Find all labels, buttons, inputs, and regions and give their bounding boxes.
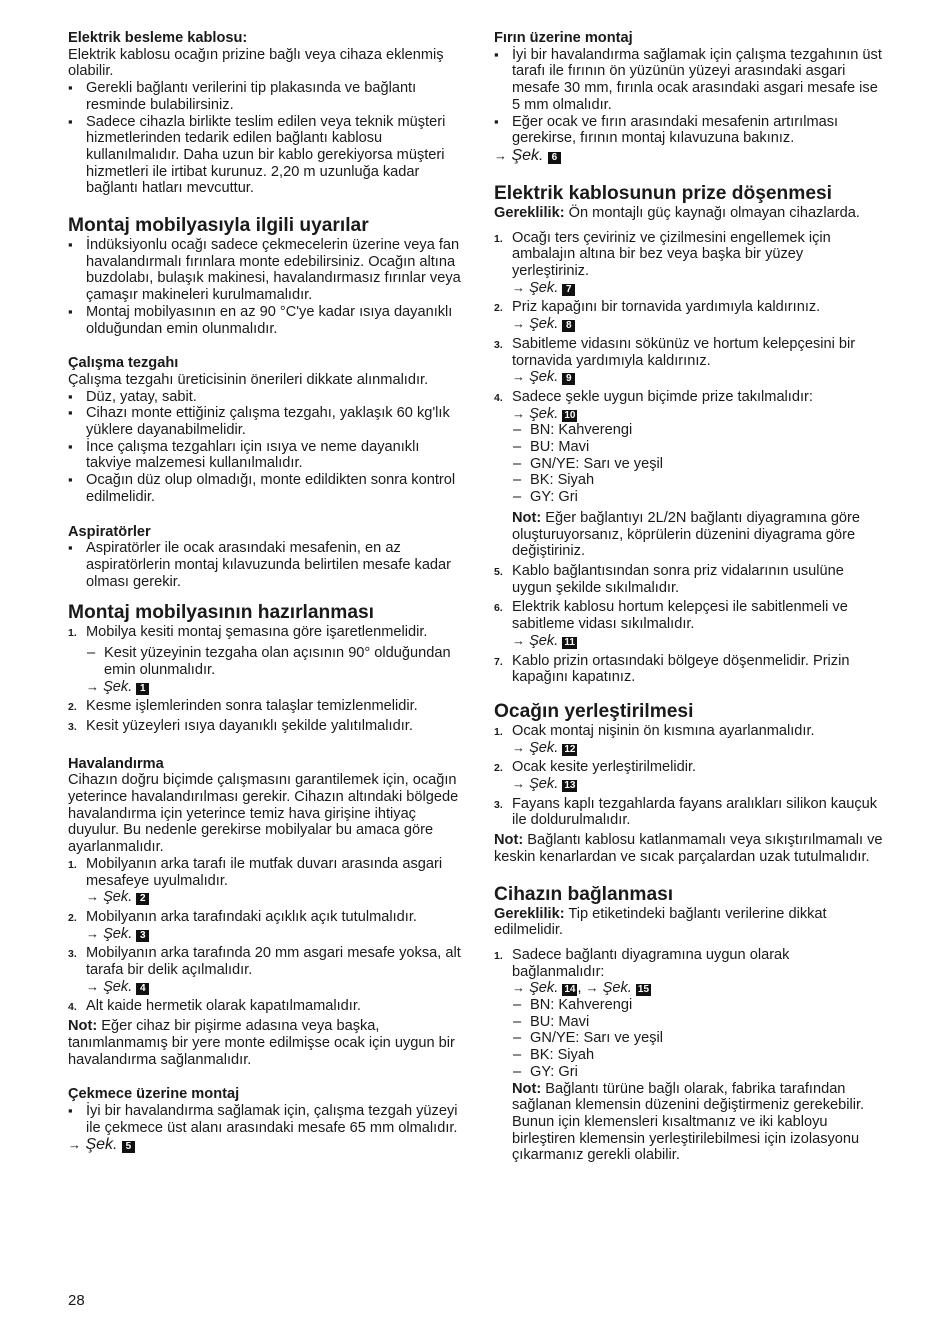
figure-number-badge: 3: [136, 930, 149, 942]
step-number: 1.: [68, 627, 77, 640]
hoods-list: [68, 540, 468, 590]
list-item: ▪ İyi bir havalandırma sağlamak için, çalışma tezgah yüzeyi ile çekmece üst alanı arasındaki mesafe 65 mm olmalıdır.: [68, 1103, 468, 1136]
power-cable-list: [68, 80, 468, 197]
ventilation-heading: Havalandırma: [68, 755, 164, 772]
figure-ref: → Şek. 13: [512, 776, 576, 793]
list-item: 2. Ocak kesite yerleştirilmelidir. → Şek. 13: [494, 759, 884, 792]
list-item: – BN: Kahverengi: [512, 997, 884, 1014]
wiring-note: Not: Eğer bağlantıyı 2L/2N bağlantı diyagramına göre oluşturuyorsanız, köprülerin düzenini diyagrama göre değiştiriniz.: [512, 509, 861, 560]
figure-ref: → Şek. 3: [86, 926, 468, 943]
figure-number-badge: 12: [564, 743, 576, 755]
list-item: ▪ Ocağın düz olup olmadığı, monte edildikten sonra kontrol edilmelidir.: [68, 472, 468, 505]
hoods-heading: Aspiratörler: [68, 523, 151, 540]
list-item: ▪ İyi bir havalandırma sağlamak için çalışma tezgahının üst tarafı ile fırının ön yüzünün yüzeyi arasındaki asgari mesafe 30 mm, fırınla ocak arasındaki asgari mesafe ise 5 mm olmalıdır.: [494, 47, 884, 114]
list-item: 3. Mobilyanın arka tarafında 20 mm asgari mesafe yoksa, alt tarafa bir delik açılmalıdır. → Şek. 4: [68, 945, 468, 995]
list-item: ▪ Sadece cihazla birlikte teslim edilen veya teknik müşteri hizmetlerinden tedarik edilen bağlantı kablosu kullanılmalıdır. Daha uzun bir kablo gerekiyorsa müşteri hizmetleri ile irtibat kurunuz. 2,20 m uzunluğa kadar bağlantı hatları mevcuttur.: [68, 114, 468, 198]
worktop-list: [68, 389, 468, 506]
left-column: [68, 30, 468, 1154]
ventilation-note: Not: Eğer cihaz bir pişirme adasına veya başka, tanımlanmamış bir yere monte edilmişse ocak için uygun bir havalandırma sağlanmalıdır.: [68, 1018, 455, 1068]
wire-color-list: [512, 422, 884, 506]
drawer-mount-heading: Çekmece üzerine montaj: [68, 1086, 240, 1103]
list-item: 1. Mobilya kesiti montaj şemasına göre işaretlenmelidir. – Kesit yüzeyinin tezgaha olan açısının 90° olduğundan emin olunmalıdır. → Şek. 1: [68, 624, 468, 695]
step-number: 3.: [68, 720, 77, 733]
drawer-mount-list: [68, 1103, 468, 1136]
figure-ref: → Şek. 7: [512, 280, 884, 297]
figure-ref: → Şek. 6: [494, 147, 884, 165]
figure-ref: → Şek. 12: [512, 739, 576, 756]
list-item: ▪ Gerekli bağlantı verilerini tip plakasında ve bağlantı resminde bulabilirsiniz.: [68, 80, 468, 113]
placement-steps: [494, 723, 884, 829]
figure-ref: → Şek. 10: [512, 405, 576, 422]
figure-number-badge: 4: [136, 983, 149, 995]
worktop-text: Çalışma tezgahı üreticisinin önerileri dikkate alınmalıdır.: [68, 371, 429, 388]
list-item: 1. Sadece bağlantı diyagramına uygun olarak bağlanmalıdır: → Şek. 14 , → Şek. 15 – BN: Kahverengi – BU: Mavi – GN/YE: Sarı ve yeşil – BK: Siyah – GY: Gri Not: Bağlantı türüne bağlı olarak, fabrika tarafından sağlanan klemensin düzenini değiştirmeniz gerekebilir. Bunun için klemensleri kısaltmanız ve iki kabloyu birleştiren klemensin yerleştirilebilmesi için izolasyonu çıkarmanız gerekli olabilir.: [494, 947, 884, 1164]
figure-number-badge: 8: [562, 320, 575, 332]
list-item: 6. Elektrik kablosu hortum kelepçesi ile sabitlenmeli ve sabitleme vidası sıkılmalıdır. → Şek. 11: [494, 599, 884, 649]
figure-ref: → Şek. 14 , → Şek. 15: [512, 980, 650, 997]
list-item: – BK: Siyah: [512, 1047, 884, 1064]
figure-ref: → Şek. 8: [512, 316, 884, 333]
list-item: ▪ Montaj mobilyasının en az 90 °C'ye kadar ısıya dayanıklı olduğundan emin olunmalıdır.: [68, 304, 468, 337]
wire-color-list: [512, 997, 884, 1081]
list-item: – GY: Gri: [512, 1064, 884, 1081]
list-item: – BU: Mavi: [512, 1014, 884, 1031]
connection-heading: Cihazın bağlanması: [494, 883, 674, 905]
list-item: ▪ Eğer ocak ve fırın arasındaki mesafenin artırılması gerekirse, fırının montaj kılavuzuna bakınız.: [494, 114, 884, 147]
power-cable-text: Elektrik kablosu ocağın prizine bağlı veya cihaza eklenmiş olabilir.: [68, 46, 444, 80]
figure-number-badge: 10: [564, 409, 576, 421]
figure-ref: → Şek. 2: [86, 889, 468, 906]
right-column: [494, 30, 884, 1167]
oven-mount-list: [494, 47, 884, 147]
step-number: 2.: [68, 701, 77, 714]
list-item: – BU: Mavi: [512, 439, 884, 456]
figure-ref: → Şek. 1: [86, 679, 468, 696]
figure-number-badge: 6: [548, 152, 561, 164]
list-item: 5. Kablo bağlantısından sonra priz vidalarının usulüne uygun şekilde sıkılmalıdır.: [494, 562, 844, 596]
list-item: ▪ Cihazı monte ettiğiniz çalışma tezgahı, yaklaşık 60 kg'lık yüklere dayanabilmelidir.: [68, 405, 468, 438]
list-item: – GY: Gri: [512, 489, 884, 506]
list-item: ▪ İndüksiyonlu ocağı sadece çekmecelerin üzerine veya fan havalandırmalı fırınlara monte edebilirsiniz. Ocağın altına buzdolabı, bulaşık makinesi, havalandırmasız fırınlar veya çamaşır makineleri kurulmamalıdır.: [68, 237, 468, 304]
list-item: 2. Mobilyanın arka tarafındaki açıklık açık tutulmalıdır. → Şek. 3: [68, 909, 468, 942]
list-item: – Kesit yüzeyinin tezgaha olan açısının 90° olduğundan emin olunmalıdır.: [86, 645, 468, 678]
ventilation-text: Cihazın doğru biçimde çalışmasını garantilemek için, ocağın yeterince havalandırılması gerekir. Cihazın altındaki bölgede havalandırma için yeterince temiz hava girişine ihtiyaç duyulur. Bu nedenle gerekirse mobilyalar bu amaca göre ayarlanmalıdır.: [68, 772, 459, 856]
list-item: 2. Priz kapağını bir tornavida yardımıyla kaldırınız. → Şek. 8: [494, 299, 884, 332]
list-item: 1. Ocağı ters çeviriniz ve çizilmesini engellemek için ambalajın altına bir bez veya başka bir yüzey yerleştiriniz. → Şek. 7: [494, 230, 884, 297]
furniture-warnings-list: [68, 237, 468, 337]
list-item: 3. Kesit yüzeyleri ısıya dayanıklı şekilde yalıtılmalıdır.: [68, 717, 413, 734]
list-item: 1. Mobilyanın arka tarafı ile mutfak duvarı arasında asgari mesafeye uyulmalıdır. → Şek. 2: [68, 856, 468, 906]
list-item: 1. Ocak montaj nişinin ön kısmına ayarlanmalıdır. → Şek. 12: [494, 723, 884, 756]
list-item: – BN: Kahverengi: [512, 422, 884, 439]
list-item: ▪ İnce çalışma tezgahları için ısıya ve neme dayanıklı takviye malzemesi kullanılmalıdır.: [68, 439, 468, 472]
preparation-steps: [68, 624, 468, 734]
cable-routing-heading: Elektrik kablosunun prize döşenmesi: [494, 182, 833, 204]
figure-ref: → Şek. 4: [86, 979, 468, 996]
ventilation-steps: [68, 856, 468, 1015]
list-item: 2. Kesme işlemlerinden sonra talaşlar temizlenmelidir.: [68, 698, 418, 715]
worktop-heading: Çalışma tezgahı: [68, 355, 179, 372]
connection-steps: [494, 947, 884, 1164]
figure-ref: → Şek. 5: [68, 1136, 468, 1154]
furniture-warnings-heading: Montaj mobilyasıyla ilgili uyarılar: [68, 215, 369, 237]
list-item: 7. Kablo prizin ortasındaki bölgeye döşenmelidir. Prizin kapağını kapatınız.: [494, 652, 850, 686]
figure-ref: → Şek. 9: [512, 369, 884, 386]
list-item: 4. Sadece şekle uygun biçimde prize takılmalıdır: → Şek. 10 – BN: Kahverengi – BU: Mavi – GN/YE: Sarı ve yeşil – BK: Siyah – GY: Gri Not: Eğer bağlantıyı 2L/2N bağlantı diyagramına göre oluşturuyorsanız, köprülerin düzenini diyagrama göre değiştiriniz.: [494, 389, 884, 560]
list-item: 4. Alt kaide hermetik olarak kapatılmamalıdır.: [68, 998, 361, 1015]
preparation-heading: Montaj mobilyasının hazırlanması: [68, 602, 374, 624]
figure-number-badge: 1: [136, 683, 149, 695]
figure-number-badge: 14: [564, 984, 576, 996]
figure-number-badge: 5: [122, 1141, 135, 1153]
oven-mount-heading: Fırın üzerine montaj: [494, 30, 633, 46]
figure-number-badge: 9: [562, 373, 575, 385]
list-item: – BK: Siyah: [512, 472, 884, 489]
list-item: – GN/YE: Sarı ve yeşil: [512, 1030, 884, 1047]
list-item: ▪ Aspiratörler ile ocak arasındaki mesafenin, en az aspiratörlerin montaj kılavuzunda belirtilen mesafe kadar olması gerekir.: [68, 540, 468, 590]
figure-number-badge: 13: [564, 780, 576, 792]
list-item: ▪ Düz, yatay, sabit.: [68, 389, 468, 406]
connection-note: Not: Bağlantı türüne bağlı olarak, fabrika tarafından sağlanan klemensin düzenini değiştirmeniz gerekebilir. Bunun için klemensleri kısaltmanız ve iki kabloyu birleştiren klemensin yerleştirilebilmesi için izolasyonu çıkarmanız gerekli olabilir.: [512, 1080, 865, 1164]
figure-ref: → Şek. 11: [512, 632, 575, 649]
list-item: 3. Fayans kaplı tezgahlarda fayans aralıkları silikon kauçuk ile doldurulmalıdır.: [494, 795, 878, 829]
page-number: 28: [68, 1292, 85, 1309]
figure-number-badge: 2: [136, 893, 149, 905]
placement-note: Not: Bağlantı kablosu katlanmamalı veya sıkıştırılmamalı ve keskin kenarlardan ve sıcak parçalardan uzak tutulmalıdır.: [494, 832, 883, 865]
placement-heading: Ocağın yerleştirilmesi: [494, 700, 694, 722]
power-cable-heading: Elektrik besleme kablosu:: [68, 30, 248, 46]
cable-routing-steps: [494, 230, 884, 686]
figure-number-badge: 15: [637, 984, 650, 996]
figure-number-badge: 7: [562, 284, 575, 296]
figure-number-badge: 11: [564, 636, 575, 648]
connection-requirement: Gereklilik: Tip etiketindeki bağlantı verilerine dikkat edilmelidir.: [494, 905, 827, 939]
list-item: – GN/YE: Sarı ve yeşil: [512, 456, 884, 473]
list-item: 3. Sabitleme vidasını sökünüz ve hortum kelepçesini bir tornavida yardımıyla kaldırınız. → Şek. 9: [494, 336, 884, 386]
cable-routing-requirement: Gereklilik: Ön montajlı güç kaynağı olmayan cihazlarda.: [494, 204, 860, 221]
